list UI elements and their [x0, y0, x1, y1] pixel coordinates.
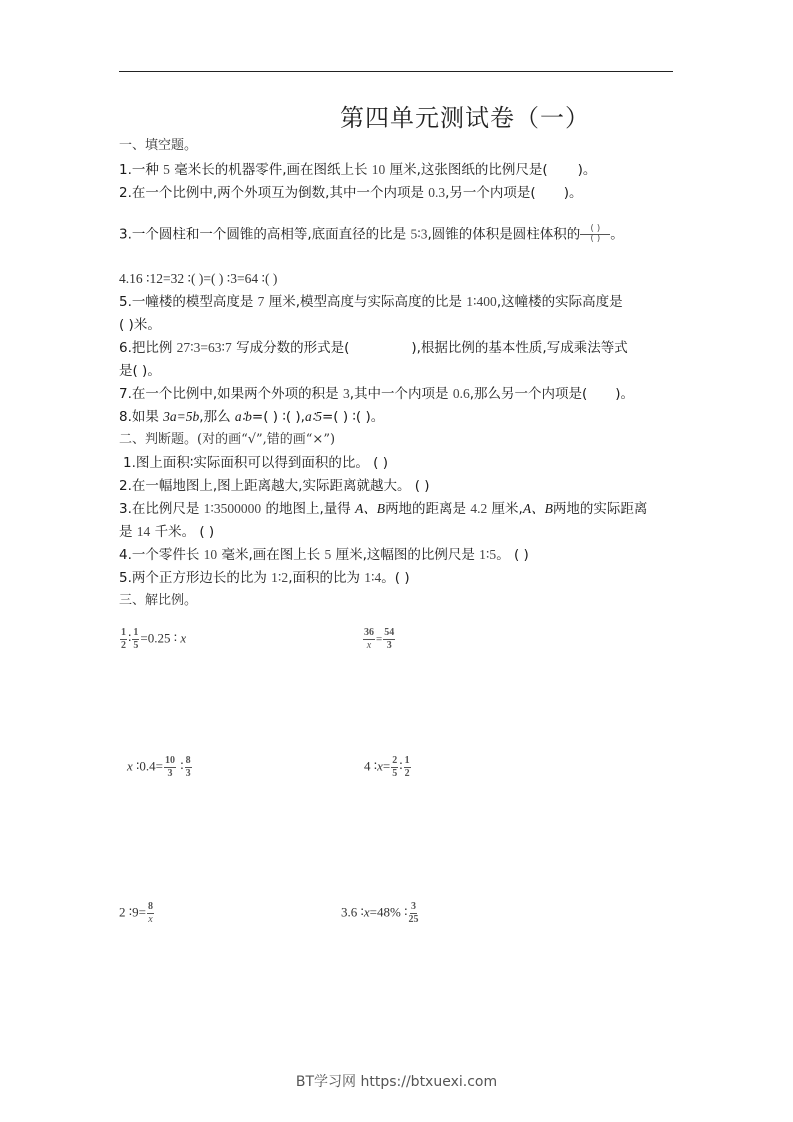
fraction-numerator: 1 — [404, 755, 410, 766]
fraction — [120, 628, 127, 651]
fraction-numerator: 8 — [185, 755, 191, 766]
q-text: 的地图上,量得 — [261, 501, 356, 517]
q-text: )。 — [615, 386, 635, 402]
fraction-denominator: 2 — [121, 640, 126, 651]
q-text: ,圆锥的体积是圆柱体积的 — [427, 226, 581, 243]
fraction-numerator: 8 — [147, 901, 153, 912]
q-equation: 3a=5b — [163, 409, 200, 424]
q-text: 两地的距离是 — [385, 501, 471, 517]
q-text: 7.在一个比例中,如果两个外项的积是 — [119, 386, 343, 402]
equals-sign: = — [376, 633, 383, 646]
fraction-numerator: 1 — [121, 627, 126, 638]
fraction-numerator: 54 — [384, 627, 395, 638]
eq-text: 3.6 ∶ — [341, 904, 364, 920]
eq-text: =0.25 ∶ — [140, 630, 178, 646]
q-text: 4.一个零件长 — [119, 547, 204, 563]
fraction-denominator: 3 — [386, 640, 392, 651]
q-text: 写成分数的形式是( — [231, 340, 350, 356]
judge-question-3-line-2 — [119, 523, 214, 541]
page-title: 第四单元测试卷（一） — [340, 104, 590, 132]
q-text: 3.一个圆柱和一个圆锥的高相等,底面直径的比是 — [119, 226, 411, 243]
q-text: 厘米,模型高度与实际高度的比是 — [264, 294, 467, 310]
fraction — [147, 902, 154, 925]
q-text: 千米。 ( ) — [150, 524, 215, 540]
fraction-denominator: 25 — [408, 914, 419, 925]
q-text: ,这幢楼的实际高度是 — [496, 294, 623, 310]
variable: x — [180, 630, 187, 646]
q-ratio: 1∶3500000 — [203, 501, 262, 516]
q-text: 厘米,这张图纸的比例尺是( — [385, 162, 548, 178]
q-text: )。 — [577, 162, 597, 178]
fraction-numerator: ( ) — [580, 225, 610, 235]
q-text: 是 — [119, 524, 137, 540]
q-ratio: 1∶5 — [479, 547, 497, 562]
q-text: 。( ) — [381, 570, 410, 586]
q-ratio: 5∶3 — [410, 226, 428, 242]
q-text: ,那么 — [199, 409, 235, 425]
q-number: 14 — [136, 524, 151, 539]
fraction-denominator: x — [366, 640, 372, 651]
q-text: 1.一种 — [119, 162, 164, 178]
q-number: 4.2 — [470, 501, 488, 516]
q-text: ,其中一个内项是 — [349, 386, 453, 402]
q-text: 毫米长的机器零件,画在图纸上长 — [169, 162, 372, 178]
equation-5 — [119, 902, 155, 925]
fraction — [132, 628, 139, 651]
eq-text: 4 ∶ — [364, 758, 378, 774]
q-expression: a∶b — [234, 409, 252, 424]
q-text: 厘米, — [487, 501, 523, 517]
variable: x — [363, 904, 370, 920]
fill-question-8 — [119, 408, 384, 426]
variable: x — [377, 758, 383, 774]
q-text: 两地的实际距离 — [552, 501, 648, 517]
equation-1 — [119, 628, 186, 651]
fill-question-5-line-2: ( )米。 — [119, 317, 161, 333]
q-text: 3.在比例尺是 — [119, 501, 204, 517]
fill-question-2 — [119, 184, 582, 202]
ratio-sign: ∶ — [177, 758, 184, 774]
q-ratio: 1∶400 — [466, 294, 497, 309]
fill-question-3 — [119, 225, 624, 244]
fraction — [404, 756, 411, 779]
variable: x — [127, 758, 133, 774]
q-number: 5 — [324, 547, 332, 562]
q-text: 2.在一个比例中,两个外项互为倒数,其中一个内项是 — [119, 185, 429, 201]
q-expression: a∶5 — [304, 409, 322, 424]
fraction-denominator: 5 — [133, 640, 139, 651]
q-text: 。 ( ) — [496, 547, 529, 563]
header-rule — [119, 71, 673, 72]
fraction — [185, 756, 192, 779]
equation-3 — [127, 756, 193, 779]
fill-question-7 — [119, 385, 634, 403]
q-ratio: 1∶2 — [271, 570, 289, 585]
q-number: 0.3 — [428, 185, 446, 200]
q-text: 8.如果 — [119, 409, 164, 425]
q-number: 7 — [257, 294, 265, 309]
fraction-numerator: 2 — [392, 755, 398, 766]
fraction — [383, 628, 395, 651]
section-heading-fill-blank: 一、填空题。 — [119, 138, 198, 153]
q-text: ),根据比例的基本性质,写成乘法等式 — [411, 340, 628, 356]
fraction-denominator: 5 — [392, 768, 398, 779]
eq-text: 2 ∶9= — [119, 904, 146, 920]
q-text: 。 — [610, 226, 624, 243]
q-number: 3 — [342, 386, 350, 401]
q-text: 毫米,画在图上长 — [217, 547, 325, 563]
fraction-denominator: 3 — [185, 768, 191, 779]
q-number: 10 — [203, 547, 218, 562]
q-text: 5.两个正方形边长的比为 — [119, 570, 272, 586]
q-ratio: 1∶4 — [364, 570, 382, 585]
fraction-denominator: x — [148, 914, 153, 925]
answer-blank-fraction[interactable] — [580, 225, 610, 244]
q-points: A、B — [522, 501, 553, 516]
judge-question-2: 2.在一幅地图上,图上距离越大,实际距离就越大。 ( ) — [119, 478, 430, 494]
fraction — [408, 902, 418, 925]
judge-question-1: 1.图上面积∶实际面积可以得到面积的比。 ( ) — [123, 455, 389, 471]
eq-text: =48% ∶ — [369, 904, 408, 920]
ratio-sign: ∶ — [399, 758, 403, 774]
q-text: =( ) ∶( )。 — [321, 409, 385, 425]
fraction-denominator: ( ) — [590, 234, 601, 244]
ratio-sign: ∶ — [128, 630, 132, 646]
q-text: 厘米,这幅图的比例尺是 — [331, 547, 480, 563]
fraction-denominator: 3 — [167, 768, 173, 779]
section-heading-solve-proportion: 三、解比例。 — [119, 593, 198, 608]
fraction-numerator: 3 — [410, 901, 416, 912]
fraction-numerator: 10 — [165, 755, 175, 766]
q-number: 10 — [371, 162, 386, 177]
fraction — [391, 756, 398, 779]
q-text: =( ) ∶( ), — [251, 409, 305, 425]
judge-question-5 — [119, 569, 410, 587]
footer-watermark: BT学习网 https://btxuexi.com — [295, 1074, 498, 1090]
fill-question-6-line-1 — [119, 339, 628, 357]
equals-sign: = — [382, 758, 391, 774]
fraction-numerator: 36 — [364, 627, 374, 638]
fraction-numerator: 1 — [133, 627, 139, 638]
q-text: )。 — [563, 185, 583, 201]
fill-question-1 — [119, 161, 596, 179]
fill-question-4: 4.16 ∶12=32 ∶( )=( ) ∶3=64 ∶( ) — [119, 271, 278, 286]
q-text: ,另一个内项是( — [445, 185, 536, 201]
fraction — [164, 756, 176, 779]
q-ratio: 27∶3=63∶7 — [176, 340, 232, 355]
eq-text: ∶0.4= — [132, 758, 163, 774]
equation-2 — [362, 628, 396, 651]
q-text: ,那么另一个内项是( — [469, 386, 588, 402]
q-points: A、B — [355, 501, 386, 516]
q-text: ,面积的比为 — [288, 570, 365, 586]
q-number: 0.6 — [452, 386, 470, 401]
q-number: 5 — [163, 162, 170, 177]
fill-question-6-line-2: 是( )。 — [119, 363, 161, 379]
fraction — [363, 628, 375, 651]
fraction-denominator: 2 — [404, 768, 410, 779]
judge-question-3-line-1 — [119, 500, 647, 518]
equation-6 — [341, 902, 419, 925]
section-heading-true-false: 二、判断题。(对的画“√”,错的画“×”) — [119, 432, 336, 447]
equation-4 — [364, 756, 412, 779]
q-text: 6.把比例 — [119, 340, 177, 356]
q-text: 5.一幢楼的模型高度是 — [119, 294, 258, 310]
judge-question-4 — [119, 546, 529, 564]
fill-question-5-line-1 — [119, 293, 623, 311]
